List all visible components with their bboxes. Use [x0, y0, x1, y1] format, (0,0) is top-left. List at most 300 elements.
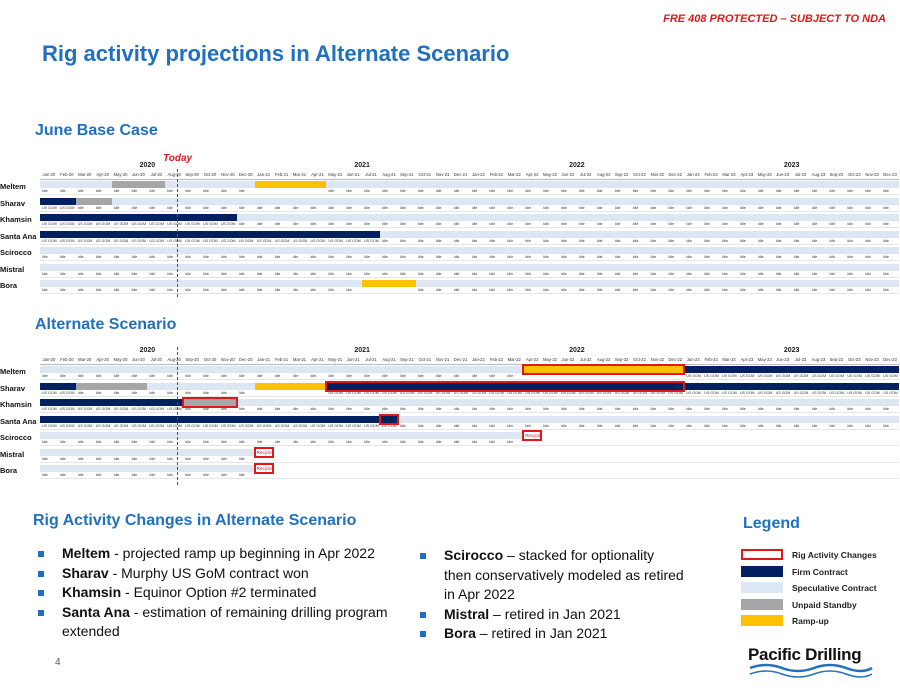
cell-note: Idle — [42, 255, 48, 259]
cell-note: Idle — [507, 205, 514, 210]
cell-note: US GOM — [632, 390, 648, 395]
cell-note: US GOM — [95, 407, 111, 411]
cell-note: US GOM — [167, 238, 182, 243]
cell-note: Idle — [775, 205, 782, 210]
rig-label: Meltem — [0, 367, 26, 376]
cell-note: Idle — [435, 205, 442, 210]
month-label: Nov-21 — [435, 357, 450, 362]
cell-note: US GOM — [167, 222, 182, 226]
cell-note: Idle — [471, 238, 478, 243]
cell-note: US GOM — [328, 423, 343, 428]
cell-note: Idle — [310, 205, 317, 210]
month-label: May-23 — [757, 357, 772, 362]
cell-note: US GOM — [865, 390, 880, 395]
year-label: 2021 — [354, 347, 370, 354]
cell-note: Idle — [42, 374, 48, 378]
cell-note: Idle — [131, 255, 138, 259]
cell-note: Idle — [632, 238, 639, 243]
legend-label: Unpaid Standby — [792, 599, 857, 610]
cell-note: Idle — [42, 456, 48, 461]
cell-note: Idle — [167, 189, 174, 193]
legend-item — [741, 582, 900, 594]
cell-note: Idle — [399, 189, 406, 193]
cell-note: Idle — [722, 238, 728, 243]
rig-row — [40, 246, 899, 261]
cell-note: US GOM — [739, 374, 755, 378]
month-label: Mar-22 — [507, 357, 521, 362]
cell-note: Idle — [793, 238, 800, 243]
cell-note: Idle — [507, 271, 514, 276]
cell-note: Idle — [113, 255, 120, 259]
cell-note: Idle — [507, 222, 514, 226]
cell-note: Idle — [865, 407, 871, 411]
cell-note: Idle — [131, 473, 138, 477]
spec-bar — [40, 247, 899, 254]
month-label: Jun-22 — [561, 357, 575, 362]
cell-note: Idle — [775, 255, 782, 259]
month-label: Jun-21 — [346, 357, 360, 362]
cell-note: Idle — [399, 407, 406, 411]
cell-note: US GOM — [95, 423, 111, 428]
unpaid-bar — [112, 181, 166, 188]
cell-note: US GOM — [883, 374, 898, 378]
cell-note: US GOM — [650, 390, 666, 395]
cell-note: Idle — [220, 456, 227, 461]
spec-bar — [40, 181, 112, 188]
cell-note: Idle — [256, 440, 263, 444]
cell-note: Idle — [775, 288, 782, 292]
today-label: Today — [163, 153, 193, 164]
legend-heading: Legend — [743, 515, 800, 532]
cell-note: Idle — [757, 222, 764, 226]
cell-note: Idle — [203, 407, 209, 411]
cell-note: Idle — [185, 205, 191, 210]
cell-note: Idle — [757, 407, 764, 411]
cell-note: Idle — [453, 423, 460, 428]
cell-note: Idle — [95, 189, 102, 193]
cell-note: Idle — [59, 271, 66, 276]
change-description: - projected ramp up beginning in Apr 2022 — [110, 545, 375, 561]
cell-note: Idle — [382, 238, 388, 243]
month-label: Oct-21 — [418, 172, 432, 177]
cell-note: Idle — [650, 407, 657, 411]
cell-note: Idle — [77, 205, 84, 210]
cell-note: US GOM — [256, 238, 272, 243]
cell-note: Idle — [668, 407, 675, 411]
cell-note: Idle — [382, 222, 388, 226]
month-label: Sep-20 — [185, 357, 199, 362]
cell-note: Idle — [596, 238, 603, 243]
month-label: Dec-23 — [883, 172, 897, 177]
cell-note: Idle — [453, 238, 460, 243]
cell-note: Idle — [829, 407, 836, 411]
cell-note: Idle — [131, 288, 138, 292]
cell-note: Idle — [686, 238, 693, 243]
month-label: May-22 — [543, 357, 557, 362]
cell-note: Idle — [865, 255, 871, 259]
spec-swatch — [741, 582, 783, 593]
rampup-bar — [255, 181, 327, 188]
cell-note: Idle — [471, 222, 478, 226]
month-label: Jul-22 — [580, 357, 592, 362]
cell-note: Idle — [149, 189, 156, 193]
cell-note: Idle — [42, 271, 48, 276]
spec-bar — [147, 383, 254, 390]
cell-note: Idle — [489, 440, 496, 444]
cell-note: US GOM — [59, 390, 75, 395]
cell-note: US GOM — [292, 423, 308, 428]
cell-note: Idle — [793, 288, 800, 292]
cell-note: Idle — [489, 189, 496, 193]
cell-note: US GOM — [274, 238, 290, 243]
cell-note: Idle — [59, 189, 66, 193]
rig-label: Sharav — [0, 383, 26, 393]
change-description: – retired in Jan 2021 — [489, 605, 621, 622]
spec-bar — [40, 432, 523, 439]
cell-note: Idle — [596, 423, 603, 428]
month-label: May-20 — [113, 357, 128, 362]
cell-note: Idle — [560, 288, 567, 292]
spec-bar — [40, 264, 899, 271]
cell-note: Idle — [614, 222, 621, 226]
month-label: Aug-23 — [811, 172, 826, 177]
unpaid-swatch — [741, 599, 783, 610]
cell-note: Idle — [525, 271, 531, 276]
cell-note: Idle — [364, 374, 370, 378]
cell-note: Idle — [399, 440, 406, 444]
month-label: Sep-21 — [400, 172, 414, 177]
change-rig-name: Bora — [444, 625, 476, 641]
cell-note: Idle — [95, 255, 102, 259]
cell-note: Idle — [95, 374, 102, 378]
cell-note: US GOM — [203, 222, 218, 226]
cell-note: Idle — [435, 374, 442, 378]
month-label: Jun-20 — [132, 357, 145, 362]
cell-note: US GOM — [113, 407, 129, 411]
cell-note: US GOM — [131, 238, 147, 243]
spec-bar — [40, 465, 255, 472]
rig-label: Khamsin — [0, 400, 32, 409]
change-item — [33, 583, 413, 603]
cell-note: US GOM — [238, 238, 254, 243]
cell-note: US GOM — [220, 238, 236, 243]
cell-note: Idle — [453, 189, 460, 193]
month-label: Dec-22 — [668, 357, 683, 362]
cell-note: Idle — [632, 205, 639, 210]
cell-note: Idle — [489, 407, 496, 411]
cell-note: Idle — [382, 205, 388, 210]
cell-note: Idle — [435, 271, 442, 276]
cell-note: US GOM — [435, 390, 451, 395]
cell-note: Idle — [793, 222, 800, 226]
cell-note: Idle — [220, 271, 227, 276]
cell-note: Idle — [525, 407, 531, 411]
cell-note: Idle — [757, 271, 764, 276]
cell-note: Idle — [883, 288, 889, 292]
cell-note: Idle — [525, 222, 531, 226]
cell-note: Idle — [793, 407, 800, 411]
cell-note: Idle — [417, 440, 424, 444]
month-label: Oct-22 — [633, 357, 646, 362]
month-label: Mar-21 — [292, 357, 307, 362]
cell-note: Idle — [883, 423, 889, 428]
change-item — [415, 605, 685, 625]
cell-note: Idle — [757, 288, 764, 292]
cell-note: US GOM — [42, 222, 57, 226]
month-label: May-22 — [543, 172, 557, 177]
cell-note: US GOM — [328, 238, 343, 243]
month-label: Jul-22 — [580, 172, 592, 177]
rig-row — [40, 448, 899, 463]
cell-note: Idle — [77, 255, 84, 259]
legend-item — [741, 599, 900, 611]
cell-note: Idle — [274, 271, 281, 276]
month-label: Dec-20 — [239, 357, 253, 362]
cell-note: Idle — [274, 374, 281, 378]
cell-note: Idle — [865, 271, 871, 276]
cell-note: Idle — [77, 473, 84, 477]
cell-note: Idle — [757, 238, 764, 243]
cell-note: Idle — [686, 255, 693, 259]
cell-note: Idle — [847, 255, 854, 259]
cell-note: Idle — [471, 288, 478, 292]
cell-note: Idle — [203, 271, 209, 276]
legend-label: Firm Contract — [792, 566, 848, 577]
cell-note: Idle — [722, 423, 728, 428]
month-label: Nov-23 — [865, 357, 879, 362]
cell-note: Idle — [203, 255, 209, 259]
month-label: May-21 — [328, 172, 343, 177]
cell-note: Idle — [507, 407, 514, 411]
cell-note: Idle — [829, 238, 836, 243]
cell-note: Idle — [274, 255, 281, 259]
change-rig-name: Sharav — [62, 564, 109, 581]
change-description: – stacked for optionality then conservatively modeled as retired in Apr 2022 — [444, 547, 684, 602]
cell-note: Idle — [757, 205, 764, 210]
cell-note: Idle — [346, 189, 353, 193]
cell-note: Idle — [417, 407, 424, 411]
cell-note: Idle — [739, 255, 746, 259]
cell-note: US GOM — [310, 423, 326, 428]
cell-note: Idle — [829, 255, 836, 259]
cell-note: Idle — [596, 407, 603, 411]
cell-note: Idle — [865, 189, 871, 193]
firm-bar — [40, 198, 76, 205]
cell-note: Idle — [704, 189, 710, 193]
spec-bar — [112, 198, 899, 205]
activity-change-box — [325, 381, 685, 392]
cell-note: US GOM — [42, 238, 57, 243]
cell-note: US GOM — [167, 423, 182, 428]
month-label: Dec-23 — [883, 357, 897, 362]
cell-note: Idle — [883, 222, 889, 226]
month-label: Sep-20 — [185, 172, 199, 177]
cell-note: Idle — [668, 271, 675, 276]
cell-note: Idle — [203, 374, 209, 378]
cell-note: Idle — [292, 440, 299, 444]
cell-note: Idle — [77, 288, 84, 292]
cell-note: Idle — [292, 205, 299, 210]
cell-note: Idle — [220, 255, 227, 259]
cell-note: Idle — [346, 271, 353, 276]
logo-wave-icon — [748, 644, 874, 678]
year-label: 2021 — [354, 162, 370, 169]
cell-note: Idle — [310, 440, 317, 444]
year-label: 2020 — [139, 347, 156, 354]
cell-note: Idle — [811, 205, 818, 210]
cell-note: Idle — [417, 374, 424, 378]
cell-note: Idle — [865, 423, 871, 428]
cell-note: US GOM — [793, 374, 809, 378]
spec-bar — [165, 181, 254, 188]
cell-note: Idle — [113, 440, 120, 444]
cell-note: Idle — [578, 288, 585, 292]
base-case-gantt — [0, 162, 899, 300]
rig-label: Santa Ana — [0, 231, 37, 241]
legend — [741, 549, 900, 629]
cell-note: Idle — [328, 271, 335, 276]
cell-note: US GOM — [42, 423, 57, 428]
cell-note: Idle — [59, 288, 66, 292]
month-label: Feb-22 — [489, 357, 503, 362]
spec-bar — [40, 449, 255, 456]
cell-note: Idle — [131, 456, 138, 461]
cell-note: Idle — [543, 238, 549, 243]
cell-note: US GOM — [614, 390, 630, 395]
cell-note: Idle — [203, 440, 209, 444]
cell-note: US GOM — [42, 390, 57, 395]
month-label: Dec-21 — [453, 357, 468, 362]
alternate-gantt — [0, 347, 899, 485]
cell-note: Idle — [113, 189, 120, 193]
change-rig-name: Scirocco — [444, 547, 504, 563]
month-label: Sep-22 — [614, 172, 629, 177]
cell-note: Idle — [596, 205, 603, 210]
cell-note: Idle — [471, 205, 478, 210]
cell-note: Idle — [471, 255, 478, 259]
spec-bar — [40, 280, 362, 287]
cell-note: Idle — [847, 222, 854, 226]
cell-note: US GOM — [149, 238, 164, 243]
cell-note: US GOM — [274, 423, 290, 428]
cell-note: US GOM — [883, 390, 898, 395]
cell-note: Idle — [704, 222, 710, 226]
change-rig-name: Khamsin — [62, 584, 122, 600]
legend-label: Rig Activity Changes — [792, 550, 877, 560]
month-label: Apr-21 — [311, 172, 324, 177]
base-case-heading: June Base Case — [35, 122, 158, 139]
rig-label: Mistral — [0, 449, 25, 459]
month-label: Apr-23 — [740, 357, 754, 362]
cell-note: US GOM — [59, 205, 75, 210]
cell-note: Idle — [346, 222, 353, 226]
change-rig-name: Santa Ana — [62, 603, 130, 620]
cell-note: US GOM — [77, 423, 93, 428]
cell-note: Idle — [775, 189, 782, 193]
cell-note: US GOM — [77, 222, 93, 226]
cell-note: Idle — [185, 374, 191, 378]
cell-note: Idle — [310, 222, 317, 226]
cell-note: Idle — [417, 288, 424, 292]
cell-note: Idle — [399, 238, 406, 243]
rig-label: Bora — [0, 281, 18, 290]
month-label: Jan-20 — [42, 172, 56, 177]
cell-note: Idle — [489, 423, 496, 428]
cell-note: Idle — [704, 407, 710, 411]
month-label: Jun-20 — [132, 172, 145, 177]
cell-note: Idle — [59, 473, 66, 477]
cell-note: Idle — [650, 255, 657, 259]
cell-note: Idle — [489, 238, 496, 243]
cell-note: Idle — [489, 288, 496, 292]
cell-note: Idle — [238, 440, 245, 444]
cell-note: Idle — [560, 205, 567, 210]
month-label: Jun-21 — [346, 172, 360, 177]
cell-note: Idle — [167, 205, 174, 210]
cell-note: Idle — [489, 222, 496, 226]
cell-note: Idle — [847, 238, 854, 243]
cell-note: US GOM — [757, 390, 773, 395]
cell-note: Idle — [131, 374, 138, 378]
cell-note: US GOM — [59, 238, 75, 243]
cell-note: Idle — [417, 205, 424, 210]
month-label: Jun-23 — [776, 172, 790, 177]
month-label: Feb-21 — [274, 172, 289, 177]
cell-note: Idle — [113, 288, 120, 292]
month-label: Oct-21 — [418, 357, 432, 362]
cell-note: Idle — [560, 222, 567, 226]
month-label: Oct-22 — [633, 172, 646, 177]
cell-note: Idle — [525, 205, 531, 210]
cell-note: Idle — [471, 423, 478, 428]
month-label: Jul-20 — [150, 357, 163, 362]
rampup-swatch — [741, 615, 783, 626]
cell-note: US GOM — [453, 390, 469, 395]
cell-note: Idle — [310, 407, 317, 411]
cell-note: Idle — [274, 407, 281, 411]
cell-note: Idle — [364, 205, 370, 210]
cell-note: Idle — [220, 205, 227, 210]
firm-bar — [40, 416, 398, 423]
cell-note: Idle — [578, 222, 585, 226]
month-label: Sep-23 — [829, 172, 844, 177]
cell-note: Idle — [131, 205, 138, 210]
cell-note: Idle — [525, 189, 531, 193]
rig-row — [40, 197, 899, 212]
activity-change-box — [522, 364, 685, 375]
cell-note: Idle — [739, 288, 746, 292]
rig-row — [40, 230, 899, 245]
rig-row — [40, 431, 899, 446]
cell-note: Idle — [238, 390, 245, 395]
cell-note: Idle — [364, 440, 370, 444]
cell-note: Idle — [77, 456, 84, 461]
cell-note: Idle — [203, 456, 209, 461]
cell-note: Idle — [42, 473, 48, 477]
cell-note: US GOM — [775, 374, 791, 378]
cell-note: Idle — [59, 456, 66, 461]
cell-note: Idle — [203, 205, 209, 210]
spec-bar — [237, 399, 899, 406]
month-label: Mar-22 — [507, 172, 521, 177]
cell-note: Idle — [650, 423, 657, 428]
cell-note: Idle — [364, 255, 370, 259]
month-label: Apr-20 — [96, 172, 109, 177]
cell-note: Idle — [453, 407, 460, 411]
cell-note: Idle — [238, 189, 245, 193]
cell-note: Idle — [793, 205, 800, 210]
legend-label: Ramp-up — [792, 616, 829, 626]
